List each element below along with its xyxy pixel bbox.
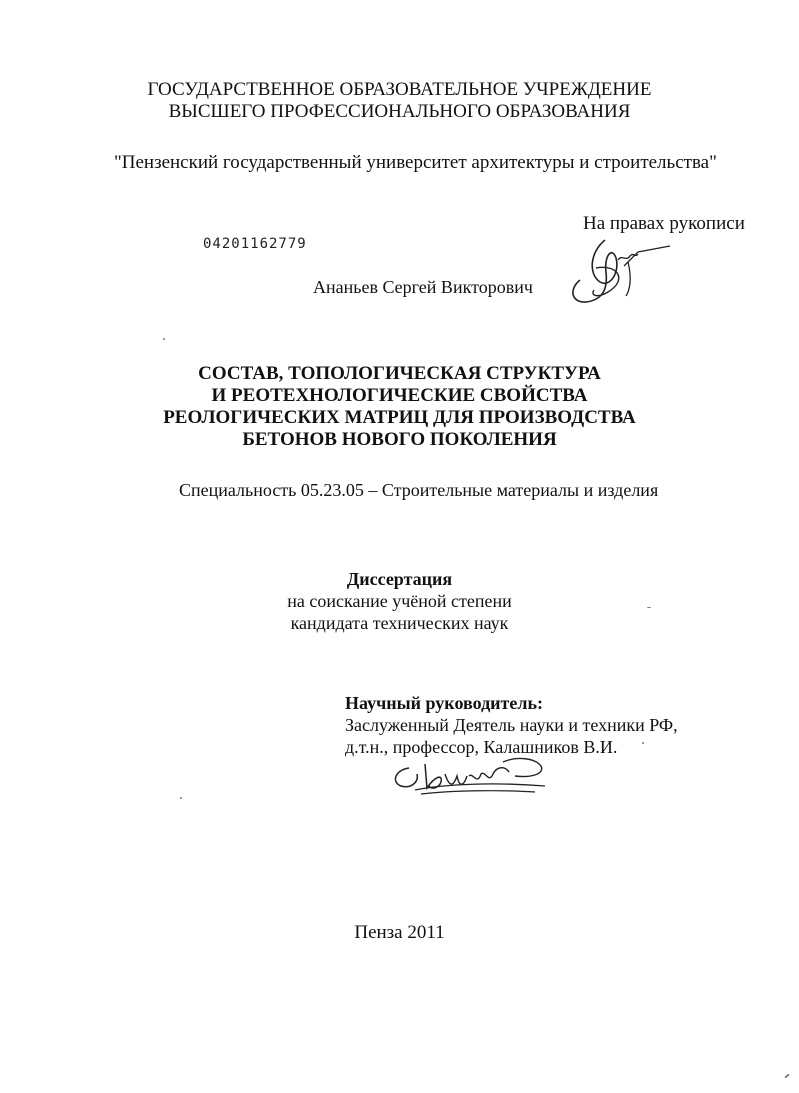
scan-speck <box>180 797 182 799</box>
title-line-2: И РЕОТЕХНОЛОГИЧЕСКИЕ СВОЙСТВА <box>211 385 588 406</box>
scan-speck <box>642 742 644 744</box>
supervisor-line-1: Заслуженный Деятель науки и техники РФ, <box>345 715 678 735</box>
degree-line-1: на соискание учёной степени <box>287 591 512 611</box>
registration-number: 04201162779 <box>203 236 307 252</box>
author-signature <box>560 232 680 312</box>
supervisor-line-2: д.т.н., профессор, Калашников В.И. <box>345 737 618 757</box>
title-line-3: РЕОЛОГИЧЕСКИХ МАТРИЦ ДЛЯ ПРОИЗВОДСТВА <box>163 407 636 428</box>
title-line-4: БЕТОНОВ НОВОГО ПОКОЛЕНИЯ <box>242 429 557 450</box>
scan-speck <box>784 1073 790 1078</box>
author-name: Ананьев Сергей Викторович <box>313 277 533 297</box>
institution-line-1: ГОСУДАРСТВЕННОЕ ОБРАЗОВАТЕЛЬНОЕ УЧРЕЖДЕНИЕ <box>147 79 652 100</box>
supervisor-signature <box>385 752 555 802</box>
scan-speck <box>647 607 651 608</box>
specialty: Специальность 05.23.05 – Строительные материалы и изделия <box>179 480 659 500</box>
supervisor-heading: Научный руководитель: <box>345 693 543 713</box>
rights-note: На правах рукописи <box>583 213 745 234</box>
university-name: "Пензенский государственный университет архитектуры и строительства" <box>114 152 717 173</box>
institution-line-2: ВЫСШЕГО ПРОФЕССИОНАЛЬНОГО ОБРАЗОВАНИЯ <box>168 101 631 122</box>
title-line-1: СОСТАВ, ТОПОЛОГИЧЕСКАЯ СТРУКТУРА <box>198 363 601 384</box>
degree-line-2: кандидата технических наук <box>290 613 509 633</box>
city-year: Пенза 2011 <box>354 922 445 943</box>
scan-speck <box>163 338 165 340</box>
dissertation-heading: Диссертация <box>346 569 453 589</box>
